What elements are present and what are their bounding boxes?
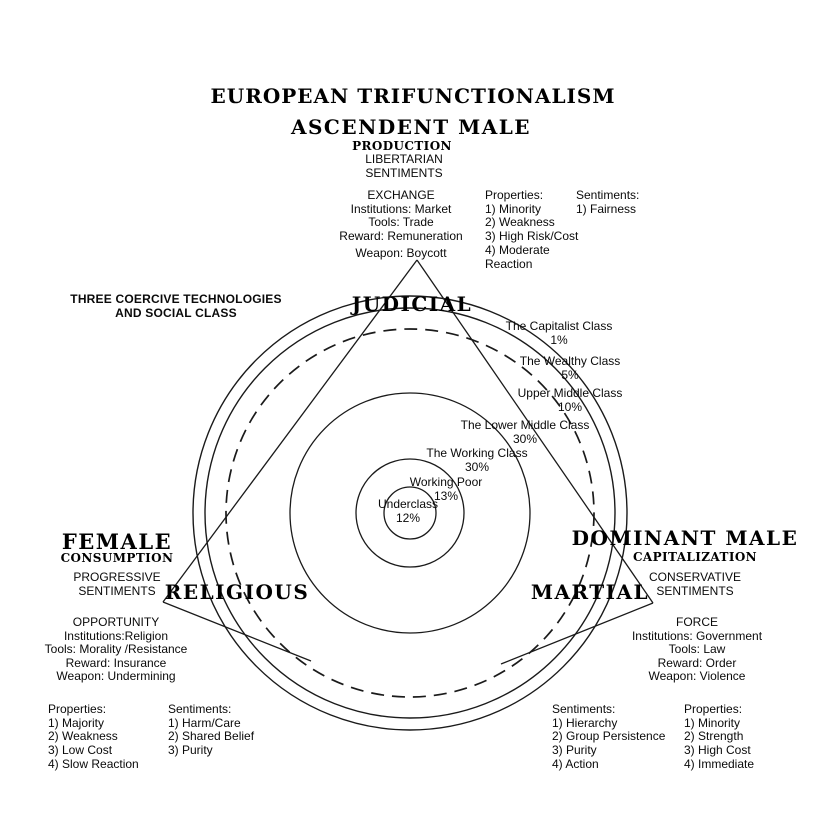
sentiment-item: 3) Purity	[168, 743, 213, 758]
sentiment-type-line: SENTIMENTS	[656, 583, 734, 598]
sentiment-item: 1) Fairness	[576, 201, 637, 216]
force-technology-block	[632, 616, 762, 684]
sentiment-type-line: SENTIMENTS	[365, 165, 443, 180]
property-item: 4) Moderate Reaction	[485, 242, 550, 271]
martial-bottom-edge	[501, 603, 653, 664]
technology-institutions: Institutions:Religion	[63, 628, 169, 643]
class-percent: 30%	[512, 432, 538, 446]
property-item: 1) Minority	[684, 715, 741, 730]
capitalization-label: CAPITALIZATION	[632, 550, 758, 564]
class-label-underclass	[378, 497, 438, 525]
ascendent-properties-list	[485, 189, 585, 271]
sentiment-item: 1) Hierarchy	[552, 715, 618, 730]
class-label-lower-middle	[461, 418, 590, 446]
technology-reward: Reward: Remuneration	[339, 228, 463, 243]
property-item: 1) Majority	[48, 715, 105, 730]
technology-name: OPPORTUNITY	[72, 615, 160, 629]
sentiment-type-line: LIBERTARIAN	[365, 152, 443, 166]
property-item: 4) Slow Reaction	[48, 756, 139, 771]
class-percent: 10%	[557, 400, 583, 414]
caption-line: THREE COERCIVE TECHNOLOGIES	[70, 292, 282, 306]
sentiment-type-line: CONSERVATIVE	[648, 570, 742, 584]
class-name: The Working Class	[426, 446, 528, 460]
class-name: Upper Middle Class	[517, 386, 623, 400]
class-name: Underclass	[377, 497, 439, 511]
sentiment-type-line: SENTIMENTS	[78, 583, 156, 598]
property-item: 3) High Cost	[684, 743, 751, 758]
class-percent: 1%	[550, 333, 568, 347]
property-item: 4) Immediate	[684, 756, 755, 771]
property-item: 1) Minority	[485, 201, 542, 216]
properties-heading: Properties:	[48, 702, 107, 716]
property-item: 2) Weakness	[48, 729, 118, 744]
exchange-technology-block	[339, 189, 462, 261]
technology-name: FORCE	[676, 615, 718, 629]
property-item: 3) High Risk/Cost	[485, 229, 579, 244]
technology-institutions: Institutions: Government	[631, 628, 763, 643]
technology-weapon: Weapon: Boycott	[355, 246, 447, 260]
class-label-wealthy	[520, 354, 620, 382]
sentiments-heading: Sentiments:	[168, 702, 232, 716]
property-item: 2) Weakness	[485, 215, 555, 230]
caption-line: AND SOCIAL CLASS	[115, 305, 237, 320]
consumption-label: CONSUMPTION	[60, 551, 174, 565]
technology-weapon: Weapon: Violence	[648, 669, 746, 683]
property-item: 3) Low Cost	[48, 743, 113, 758]
female-sentiments-list	[168, 703, 254, 758]
technology-tools: Tools: Trade	[368, 215, 434, 229]
technology-reward: Reward: Insurance	[65, 655, 167, 670]
property-item: 2) Strength	[684, 729, 744, 744]
dominant-sentiments-list	[552, 703, 665, 772]
technology-tools: Tools: Morality /Resistance	[44, 642, 188, 656]
page-title: EUROPEAN TRIFUNCTIONALISM	[210, 84, 616, 108]
conservative-sentiments-label	[649, 571, 741, 598]
class-name: The Capitalist Class	[505, 319, 613, 333]
vertex-label-martial: MARTIAL	[530, 580, 650, 604]
class-name: The Lower Middle Class	[460, 418, 590, 432]
properties-heading: Properties:	[485, 188, 544, 202]
class-label-capitalist	[506, 319, 613, 347]
sentiment-item: 4) Action	[552, 756, 599, 771]
ascendent-sentiments-list	[576, 189, 639, 216]
class-percent: 12%	[395, 511, 421, 525]
technology-name: EXCHANGE	[367, 188, 435, 202]
class-label-upper-middle	[518, 386, 623, 414]
class-percent: 30%	[464, 460, 490, 474]
female-heading: FEMALE	[61, 529, 173, 554]
female-properties-list	[48, 703, 139, 772]
vertex-label-judicial: JUDICIAL	[351, 292, 473, 316]
technology-institutions: Institutions: Market	[350, 201, 452, 216]
sentiments-heading: Sentiments:	[576, 188, 640, 202]
sentiment-item: 2) Group Persistence	[552, 729, 666, 744]
libertarian-sentiments-label	[365, 153, 443, 180]
technology-tools: Tools: Law	[668, 642, 726, 656]
sentiment-item: 1) Harm/Care	[168, 715, 241, 730]
properties-heading: Properties:	[684, 702, 743, 716]
ascendent-male-heading: ASCENDENT MALE	[290, 115, 532, 139]
technology-weapon: Weapon: Undermining	[56, 669, 176, 683]
class-percent: 13%	[433, 489, 459, 503]
vertex-label-religious: RELIGIOUS	[164, 580, 310, 604]
sentiment-type-line: PROGRESSIVE	[73, 570, 161, 584]
class-percent: 5%	[561, 368, 579, 382]
dominant-properties-list	[684, 703, 754, 772]
class-label-working-class	[426, 446, 527, 474]
class-name: Working Poor	[409, 475, 483, 489]
opportunity-technology-block	[45, 616, 188, 684]
diagram-caption	[70, 293, 281, 320]
progressive-sentiments-label	[73, 571, 160, 598]
sentiment-item: 2) Shared Belief	[168, 729, 255, 744]
sentiment-item: 3) Purity	[552, 743, 597, 758]
sentiments-heading: Sentiments:	[552, 702, 616, 716]
dominant-male-heading: DOMINANT MALE	[571, 526, 799, 550]
technology-reward: Reward: Order	[657, 655, 737, 670]
production-label: PRODUCTION	[352, 139, 452, 153]
class-name: The Wealthy Class	[519, 354, 621, 368]
